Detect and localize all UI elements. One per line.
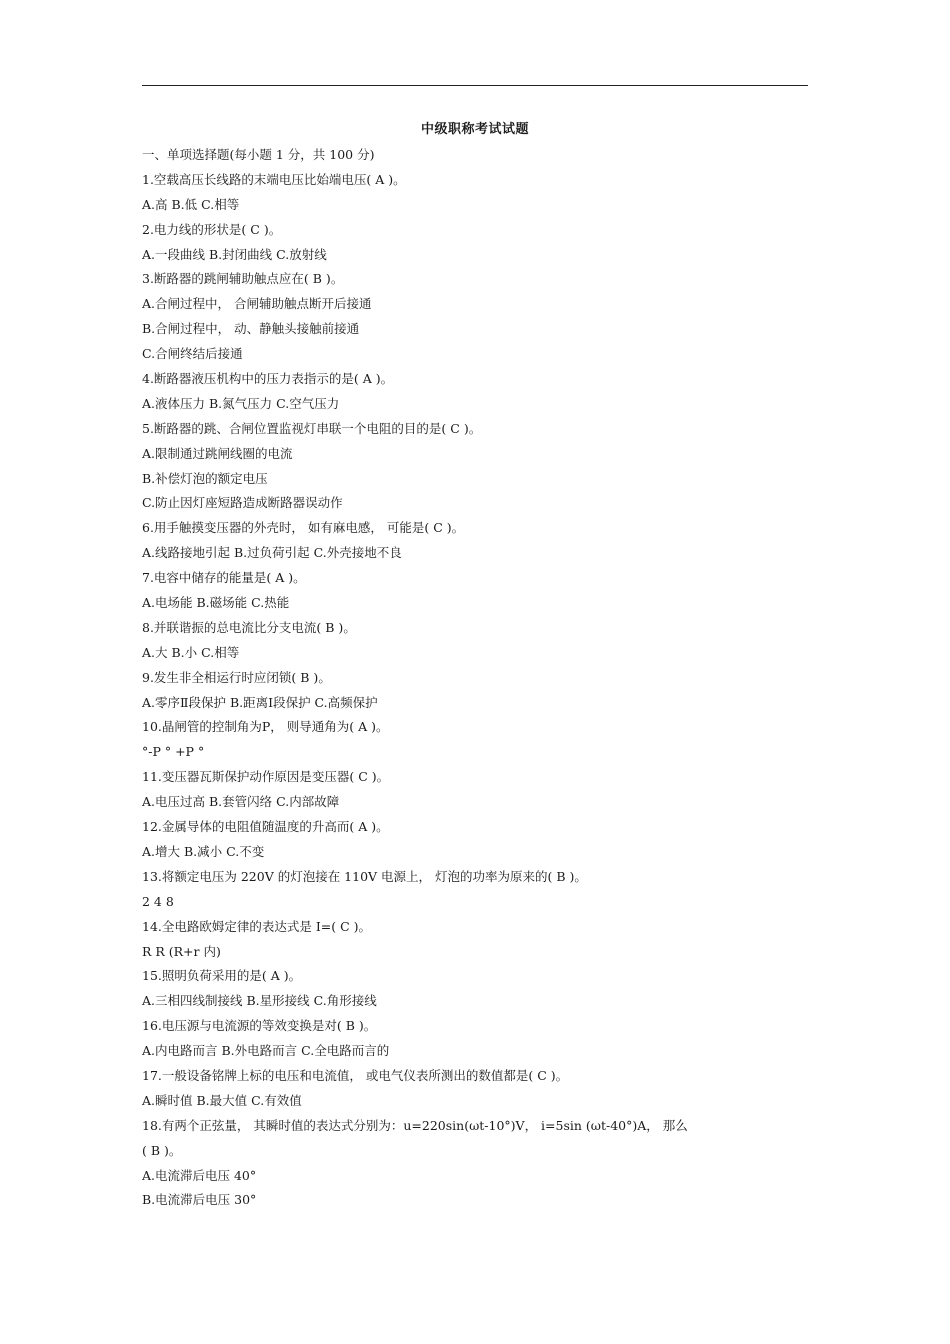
text-line: 6.用手触摸变压器的外壳时， 如有麻电感， 可能是( C )。 [142, 520, 465, 536]
text-line: A.电压过高 B.套管闪络 C.内部故障 [142, 794, 340, 810]
text-line: 16.电压源与电流源的等效变换是对( B )。 [142, 1018, 377, 1034]
text-line: 7.电容中储存的能量是( A )。 [142, 570, 306, 586]
text-line: A.一段曲线 B.封闭曲线 C.放射线 [142, 246, 327, 262]
document-body [142, 143, 782, 1213]
text-line: A.内电路而言 B.外电路而言 C.全电路而言的 [142, 1043, 390, 1059]
text-line: A.增大 B.减小 C.不变 [142, 843, 265, 859]
text-line: 11.变压器瓦斯保护动作原因是变压器( C )。 [142, 769, 390, 785]
text-line: A.合闸过程中， 合闸辅助触点断开后接通 [142, 296, 372, 312]
text-line: C.防止因灯座短路造成断路器误动作 [142, 495, 343, 511]
text-line: °-P ° +P ° [142, 744, 205, 760]
text-line: 15.照明负荷采用的是( A )。 [142, 968, 302, 984]
text-line: C.合闸终结后接通 [142, 346, 243, 362]
text-line: A.液体压力 B.氮气压力 C.空气压力 [142, 395, 340, 411]
text-line: B.电流滞后电压 30° [142, 1192, 257, 1208]
document-title: 中级职称考试试题 [420, 122, 529, 137]
header-rule [142, 85, 808, 86]
text-line: 一、单项选择题(每小题 1 分，共 100 分) [142, 147, 375, 162]
text-line: ( B )。 [142, 1142, 182, 1158]
text-line: A.线路接地引起 B.过负荷引起 C.外壳接地不良 [142, 545, 402, 561]
text-line: A.电流滞后电压 40° [142, 1167, 257, 1183]
text-line: A.三相四线制接线 B.星形接线 C.角形接线 [142, 993, 377, 1009]
text-line: A.限制通过跳闸线圈的电流 [142, 445, 293, 461]
text-line: 2 4 8 [142, 893, 174, 909]
text-line: 14.全电路欧姆定律的表达式是 I=( C )。 [142, 918, 372, 934]
text-line: 17.一般设备铭牌上标的电压和电流值， 或电气仪表所测出的数值都是( C )。 [142, 1067, 569, 1083]
text-line: A.高 B.低 C.相等 [142, 196, 240, 212]
text-line: B.合闸过程中， 动、静触头接触前接通 [142, 321, 360, 337]
text-line: A.电场能 B.磁场能 C.热能 [142, 595, 290, 611]
text-line: 3.断路器的跳闸辅助触点应在( B )。 [142, 271, 344, 287]
text-line: 1.空载高压长线路的末端电压比始端电压( A )。 [142, 171, 406, 187]
text-line: 9.发生非全相运行时应闭锁( B )。 [142, 669, 331, 685]
text-line: 5.断路器的跳、合闸位置监视灯串联一个电阻的目的是( C )。 [142, 420, 482, 436]
text-line: A.零序Ⅱ段保护 B.距离Ⅰ段保护 C.高频保护 [142, 694, 378, 710]
text-line: 18.有两个正弦量， 其瞬时值的表达式分别为：u=220sin(ωt-10°)V， i=5sin (ωt-40°)A， 那么 [142, 1117, 688, 1133]
text-line: A.瞬时值 B.最大值 C.有效值 [142, 1092, 302, 1108]
text-line: R R (R+r 内) [142, 943, 221, 959]
text-line: 10.晶闸管的控制角为P， 则导通角为( A )。 [142, 719, 389, 735]
text-line: 8.并联谐振的总电流比分支电流( B )。 [142, 619, 356, 635]
text-line: 12.金属导体的电阻值随温度的升高而( A )。 [142, 819, 389, 835]
text-line: B.补偿灯泡的额定电压 [142, 470, 268, 486]
text-line: 4.断路器液压机构中的压力表指示的是( A )。 [142, 371, 394, 387]
text-line: 13.将额定电压为 220V 的灯泡接在 110V 电源上， 灯泡的功率为原来的( B )。 [142, 868, 587, 884]
text-line: A.大 B.小 C.相等 [142, 644, 240, 660]
text-line: 2.电力线的形状是( C )。 [142, 221, 282, 237]
